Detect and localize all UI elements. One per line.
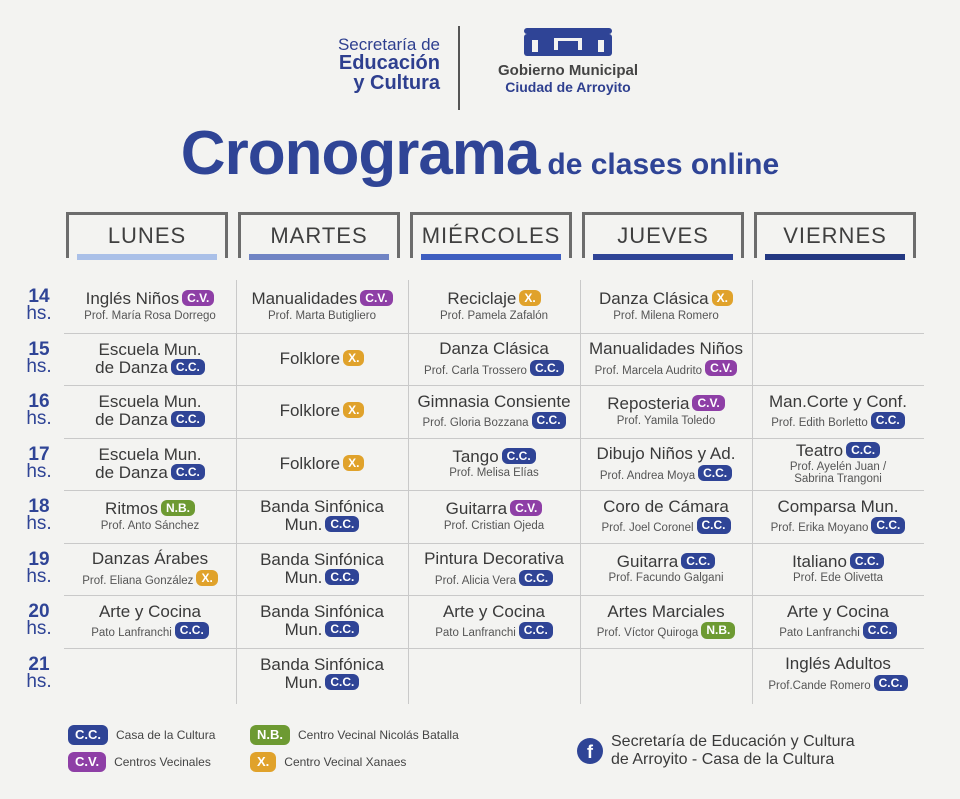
facebook-text [611, 733, 855, 768]
class-name: Dibujo Niños y Ad. [596, 444, 736, 464]
class-name: Guitarra [616, 551, 679, 571]
class-name-line [99, 603, 201, 621]
professor-line [422, 412, 565, 429]
class-name-line [260, 551, 384, 569]
class-name: Banda Sinfónica [260, 602, 384, 622]
day-header-3 [582, 212, 744, 258]
class-name: Escuela Mun. [98, 339, 202, 359]
professor-name: Prof. Marcela Audrito [594, 364, 703, 377]
day-header-4 [754, 212, 916, 258]
class-cell [752, 543, 924, 595]
location-badge: X. [343, 402, 364, 418]
class-cell [64, 543, 236, 595]
class-name: Banda Sinfónica [260, 497, 384, 517]
class-name-line [251, 290, 392, 308]
class-cell [580, 543, 752, 595]
class-name-line2 [285, 516, 360, 534]
location-badge: C.C. [502, 448, 536, 464]
location-badge: C.C. [171, 411, 205, 427]
professor-name: Pato Lanfranchi [779, 627, 860, 640]
professor-name: Pato Lanfranchi [435, 627, 516, 640]
facebook-line1: Secretaría de Educación y Cultura [611, 733, 855, 750]
class-name-line [417, 393, 570, 411]
class-cell [408, 333, 580, 385]
header-divider [458, 26, 460, 110]
class-name-line [603, 498, 729, 516]
professor-name: Prof. Ede Olivetta [792, 572, 884, 585]
class-name-line [443, 603, 545, 621]
location-badge: C.C. [519, 570, 553, 586]
class-name: Gimnasia Consiente [417, 391, 571, 411]
class-name-line [787, 603, 889, 621]
class-name-line [424, 550, 564, 568]
professor-line [440, 310, 548, 322]
professor-line [597, 622, 736, 639]
professor-name: Prof.Cande Romero [768, 679, 871, 692]
professor-name: Pato Lanfranchi [91, 627, 172, 640]
class-name-line2 [95, 411, 205, 429]
professor-line [595, 360, 738, 377]
day-label: MIÉRCOLES [421, 223, 561, 248]
day-label: MARTES [270, 223, 368, 248]
class-name-2: Mun. [284, 620, 323, 639]
legend-label: Casa de la Cultura [116, 727, 216, 742]
class-name-line [769, 393, 907, 411]
class-name: Danza Clásica [439, 339, 549, 359]
class-name-2: de Danza [95, 410, 168, 429]
professor-name: Prof. Gloria Bozzana [422, 417, 529, 430]
legend-item [68, 752, 211, 772]
class-cell [408, 595, 580, 647]
professor-line [613, 310, 718, 322]
professor-name: Prof. Melisa Elías [449, 467, 539, 480]
class-cell [64, 333, 236, 385]
day-bar [421, 254, 561, 260]
class-name-line [439, 340, 549, 358]
class-cell [236, 280, 408, 332]
location-badge: X. [250, 752, 276, 772]
secretaria-line3 [300, 73, 440, 93]
hour-suffix: hs. [26, 513, 52, 535]
class-cell [408, 385, 580, 437]
location-badge: C.V. [360, 290, 392, 306]
class-name-line [792, 553, 884, 571]
professor-line [82, 570, 218, 587]
professor-line [84, 310, 216, 322]
hour-suffix: hs. [26, 408, 52, 430]
class-name: Teatro [795, 440, 844, 460]
class-name-2: Mun. [284, 567, 323, 587]
class-name-2: de Danza [95, 462, 168, 482]
municipal-line2: Ciudad de Arroyito [505, 79, 631, 95]
class-cell [408, 280, 580, 332]
class-cell [580, 595, 752, 647]
class-name: Folklore [279, 348, 341, 368]
professor-name: Prof. Joel Coronel [601, 522, 694, 535]
class-name-line [280, 455, 365, 473]
class-name: Comparsa Mun. [777, 496, 899, 516]
professor-name: Prof. Alicia Vera [434, 574, 517, 587]
location-badge: X. [343, 455, 364, 471]
class-name-line [280, 402, 365, 420]
class-name: Reciclaje [447, 289, 517, 309]
class-cell [64, 595, 236, 647]
hour-label [14, 653, 64, 692]
hour-label [14, 443, 64, 482]
professor-name: Prof. Eliana González [82, 574, 194, 587]
location-badge: C.C. [874, 675, 908, 691]
class-cell [408, 543, 580, 595]
class-cell [752, 385, 924, 437]
secretaria-line3b: Cultura [370, 72, 440, 94]
class-name-line [607, 395, 724, 413]
class-name-line [260, 656, 384, 674]
class-name-line2 [285, 569, 360, 587]
professor-line [768, 675, 907, 692]
professor-line [435, 622, 553, 639]
class-cell [236, 385, 408, 437]
class-name: Tango [452, 446, 499, 466]
class-name: Arte y Cocina [98, 601, 202, 621]
professor-line [424, 360, 564, 377]
class-name-line [99, 446, 202, 464]
class-name-line2 [95, 464, 205, 482]
professor-name: Prof. Víctor Quiroga [596, 627, 699, 640]
class-name-line [260, 498, 384, 516]
class-name-line [446, 500, 543, 518]
class-name: Artes Marciales [607, 601, 725, 621]
location-badge: N.B. [250, 725, 290, 745]
location-badge: C.V. [705, 360, 737, 376]
hour-suffix: hs. [26, 303, 52, 325]
secretaria-line2: Educación [338, 52, 440, 74]
class-name-line2 [285, 621, 360, 639]
class-name: Inglés Adultos [785, 654, 891, 674]
location-badge: N.B. [701, 622, 735, 638]
class-name-line [99, 341, 202, 359]
location-badge: C.C. [171, 464, 205, 480]
class-name-line [452, 448, 535, 466]
location-badge: C.C. [325, 516, 359, 532]
class-name: Pintura Decorativa [424, 549, 564, 569]
day-bar [77, 254, 217, 260]
professor-line [771, 517, 906, 534]
professor-line [790, 461, 886, 473]
location-badge: C.C. [871, 517, 905, 533]
header [0, 22, 960, 112]
professor-line [779, 622, 897, 639]
professor-line [101, 520, 199, 532]
class-cell [64, 385, 236, 437]
location-badge: C.C. [697, 517, 731, 533]
class-cell [752, 595, 924, 647]
hour-suffix: hs. [26, 460, 52, 482]
class-name-line [589, 340, 743, 358]
class-name-line [778, 498, 899, 516]
hour-number: 21 [28, 653, 50, 675]
day-header-2 [410, 212, 572, 258]
class-name: Guitarra [445, 499, 508, 519]
class-name-2: Mun. [284, 672, 323, 692]
professor-line [617, 415, 715, 427]
professor-name: Prof. Ayelén Juan / [789, 461, 887, 474]
day-headers [64, 212, 924, 260]
legend-label: Centros Vecinales [114, 754, 211, 769]
hour-label [14, 391, 64, 430]
day-header-0 [66, 212, 228, 258]
class-name: Inglés Niños [85, 289, 180, 309]
facebook-line2: de Arroyito - Casa de la Cultura [611, 750, 835, 768]
class-cell [752, 490, 924, 542]
professor-line [449, 467, 538, 479]
professor-line [268, 310, 376, 322]
class-cell [752, 648, 924, 700]
class-name-line [99, 393, 202, 411]
class-cell [236, 438, 408, 490]
day-header-1 [238, 212, 400, 258]
class-cell [236, 543, 408, 595]
location-badge: C.V. [182, 290, 214, 306]
location-badge: C.C. [863, 622, 897, 638]
hour-suffix: hs. [26, 670, 52, 692]
professor-line [435, 570, 553, 587]
location-badge: C.C. [850, 553, 884, 569]
location-badge: C.C. [532, 412, 566, 428]
municipal-logo [478, 24, 658, 95]
class-name: Italiano [792, 551, 847, 571]
class-cell [580, 490, 752, 542]
hour-suffix: hs. [26, 565, 52, 587]
class-name-line [785, 655, 891, 673]
class-name: Folklore [279, 401, 341, 421]
page-title [0, 118, 960, 189]
day-bar [249, 254, 389, 260]
location-badge: C.V. [68, 752, 106, 772]
facebook-footer [577, 733, 927, 768]
day-label: VIERNES [783, 223, 887, 248]
hour-suffix: hs. [26, 355, 52, 377]
class-name: Danzas Árabes [91, 549, 209, 569]
legend-label: Centro Vecinal Xanaes [284, 754, 407, 769]
class-name: Manualidades Niños [588, 339, 744, 359]
class-cell [408, 490, 580, 542]
title-main: Cronograma [180, 119, 540, 188]
professor-line [601, 517, 730, 534]
hour-number: 17 [28, 443, 50, 465]
class-cell [236, 333, 408, 385]
class-name-line [617, 553, 715, 571]
legend [68, 725, 508, 785]
class-name-line [92, 550, 208, 568]
class-cell [236, 490, 408, 542]
location-badge: C.C. [519, 622, 553, 638]
class-name: Man.Corte y Conf. [769, 391, 907, 411]
class-cell [580, 385, 752, 437]
professor-name: Prof. Facundo Galgani [608, 572, 724, 585]
class-cell [64, 438, 236, 490]
location-badge: C.C. [871, 412, 905, 428]
class-name: Danza Clásica [599, 289, 709, 309]
facebook-icon: f [577, 738, 603, 764]
professor-name: Prof. Erika Moyano [770, 522, 869, 535]
location-badge: C.C. [325, 621, 359, 637]
class-name-line [280, 350, 365, 368]
legend-item [68, 725, 215, 745]
class-name: Arte y Cocina [442, 601, 546, 621]
class-cell [236, 648, 408, 700]
municipal-line1: Gobierno Municipal [497, 62, 638, 79]
professor-line [771, 412, 905, 429]
legend-item [250, 725, 459, 745]
hour-label [14, 601, 64, 640]
class-name-line2 [95, 359, 205, 377]
location-badge: X. [712, 290, 733, 306]
class-name-line [597, 445, 736, 463]
professor-name: Prof. Edith Borletto [771, 417, 868, 430]
location-badge: C.V. [692, 395, 724, 411]
professor-name: Prof. Pamela Zafalón [439, 309, 549, 322]
title-sub: de clases online [547, 148, 780, 181]
secretaria-line1: Secretaría de [337, 35, 440, 54]
hour-number: 14 [28, 286, 50, 307]
professor-line [600, 465, 732, 482]
class-name: Banda Sinfónica [260, 549, 384, 569]
professor-line [793, 572, 883, 584]
professor-line [91, 622, 209, 639]
class-name-line2 [285, 674, 360, 692]
professor-name: Prof. Milena Romero [613, 309, 719, 322]
class-cell [408, 438, 580, 490]
location-badge: C.C. [68, 725, 108, 745]
location-badge: X. [343, 350, 364, 366]
hour-number: 16 [28, 391, 50, 412]
location-badge: C.C. [175, 622, 209, 638]
class-name-line [447, 290, 540, 308]
professor-name-2: Sabrina Trangoni [794, 473, 882, 486]
legend-label: Centro Vecinal Nicolás Batalla [298, 727, 459, 742]
day-bar [593, 254, 733, 260]
professor-line [608, 572, 723, 584]
secretaria-logo [300, 36, 440, 93]
hour-label [14, 338, 64, 377]
professor-name: Prof. Andrea Moya [599, 469, 696, 482]
hour-number: 19 [28, 548, 50, 570]
professor-name: Prof. Cristian Ojeda [443, 519, 545, 532]
location-badge: C.C. [530, 360, 564, 376]
professor-name: Prof. Yamila Toledo [616, 414, 716, 427]
hour-suffix: hs. [26, 618, 52, 640]
class-name: Arte y Cocina [786, 601, 890, 621]
class-name: Coro de Cámara [603, 496, 729, 516]
day-label: JUEVES [617, 223, 709, 248]
professor-line [444, 520, 544, 532]
class-name: Escuela Mun. [98, 444, 202, 464]
professor-name: Prof. Carla Trossero [424, 364, 527, 377]
class-cell [752, 438, 924, 490]
location-badge: C.C. [325, 569, 359, 585]
class-cell [236, 595, 408, 647]
professor-name: Prof. Marta Butigliero [267, 309, 376, 322]
location-badge: X. [519, 290, 540, 306]
class-name-line [86, 290, 215, 308]
professor-name: Prof. Anto Sánchez [100, 519, 200, 532]
municipal-building-icon [520, 24, 616, 58]
class-name: Ritmos [105, 499, 158, 519]
location-badge: C.C. [681, 553, 715, 569]
schedule-grid [64, 280, 924, 704]
hour-number: 20 [28, 601, 50, 622]
hour-number: 15 [28, 338, 50, 360]
secretaria-line3a: y [353, 72, 370, 94]
class-name-2: Mun. [284, 515, 323, 534]
class-name: Manualidades [251, 289, 358, 309]
location-badge: C.C. [698, 465, 732, 481]
hour-label [14, 496, 64, 535]
location-badge: C.V. [510, 500, 542, 516]
class-name-line [607, 603, 724, 621]
class-cell [580, 333, 752, 385]
class-name-line [105, 500, 195, 518]
day-bar [765, 254, 905, 260]
class-cell [64, 280, 236, 332]
class-cell [580, 438, 752, 490]
class-name-line [260, 603, 384, 621]
class-name: Banda Sinfónica [260, 654, 384, 674]
professor-name: Prof. María Rosa Dorrego [84, 309, 216, 322]
legend-item [250, 752, 406, 772]
class-name-2: de Danza [95, 357, 168, 377]
hour-label [14, 548, 64, 587]
day-label: LUNES [107, 223, 187, 248]
location-badge: N.B. [161, 500, 195, 516]
class-name-line [796, 442, 880, 460]
location-badge: C.C. [846, 442, 880, 458]
hour-label [14, 286, 64, 325]
location-badge: C.C. [325, 674, 359, 690]
class-cell [580, 280, 752, 332]
class-name: Escuela Mun. [98, 392, 202, 412]
hour-number: 18 [28, 496, 50, 517]
location-badge: X. [196, 570, 217, 586]
location-badge: C.C. [171, 359, 205, 375]
class-name-line [599, 290, 733, 308]
class-cell [64, 490, 236, 542]
class-name: Reposteria [607, 394, 690, 414]
class-name: Folklore [279, 453, 341, 473]
